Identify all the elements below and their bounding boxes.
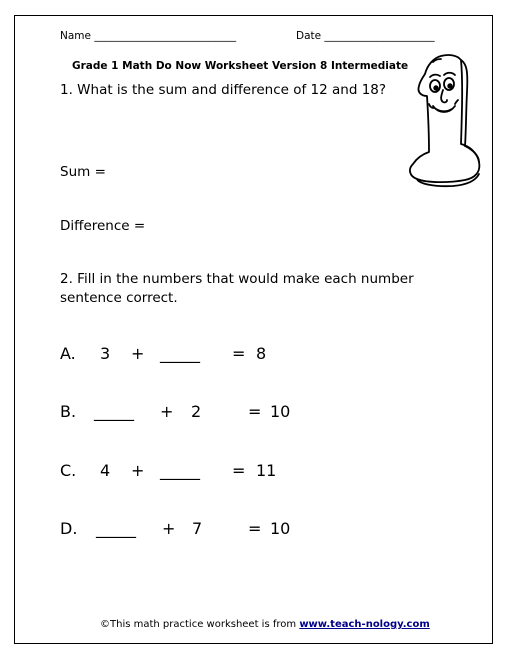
worksheet-title: Grade 1 Math Do Now Worksheet Version 8 Intermediate <box>72 60 409 72</box>
question-2-text-line1: 2. Fill in the numbers that would make each number <box>60 271 414 287</box>
problem-letter: C. <box>60 461 77 480</box>
problem-term1: 3 <box>100 344 111 363</box>
number-one-cartoon-icon <box>405 52 483 192</box>
problem-term2: 7 <box>192 519 203 538</box>
sum-label: Sum = <box>60 164 106 180</box>
problem-operator: + <box>160 402 174 421</box>
teach-nology-link[interactable]: www.teach-nology.com <box>299 619 430 630</box>
name-field-label: Name ___________________________ <box>60 30 237 42</box>
copyright-footer <box>100 619 430 630</box>
problem-result: 8 <box>256 344 267 363</box>
problem-blank: _____ <box>96 519 136 538</box>
problem-term2: 2 <box>191 402 202 421</box>
difference-label: Difference = <box>60 218 146 234</box>
problem-operator: + <box>131 461 145 480</box>
problem-letter: A. <box>60 344 76 363</box>
problem-equals: = <box>248 402 262 421</box>
problem-result: 10 <box>270 402 291 421</box>
problem-term1: 4 <box>100 461 111 480</box>
problem-result: 10 <box>270 519 291 538</box>
problem-operator: + <box>131 344 145 363</box>
question-1-text: 1. What is the sum and difference of 12 and 18? <box>60 82 387 98</box>
date-field-label: Date _____________________ <box>296 30 435 42</box>
problem-equals: = <box>232 461 246 480</box>
problem-blank: _____ <box>160 461 200 480</box>
problem-blank: _____ <box>94 402 134 421</box>
problem-equals: = <box>248 519 262 538</box>
problem-equals: = <box>232 344 246 363</box>
copyright-text: ©This math practice worksheet is from <box>100 619 300 630</box>
problem-operator: + <box>162 519 176 538</box>
problem-letter: D. <box>60 519 78 538</box>
problem-letter: B. <box>60 402 77 421</box>
question-2-text-line2: sentence correct. <box>60 290 178 306</box>
problem-blank: _____ <box>160 344 200 363</box>
problem-result: 11 <box>256 461 277 480</box>
